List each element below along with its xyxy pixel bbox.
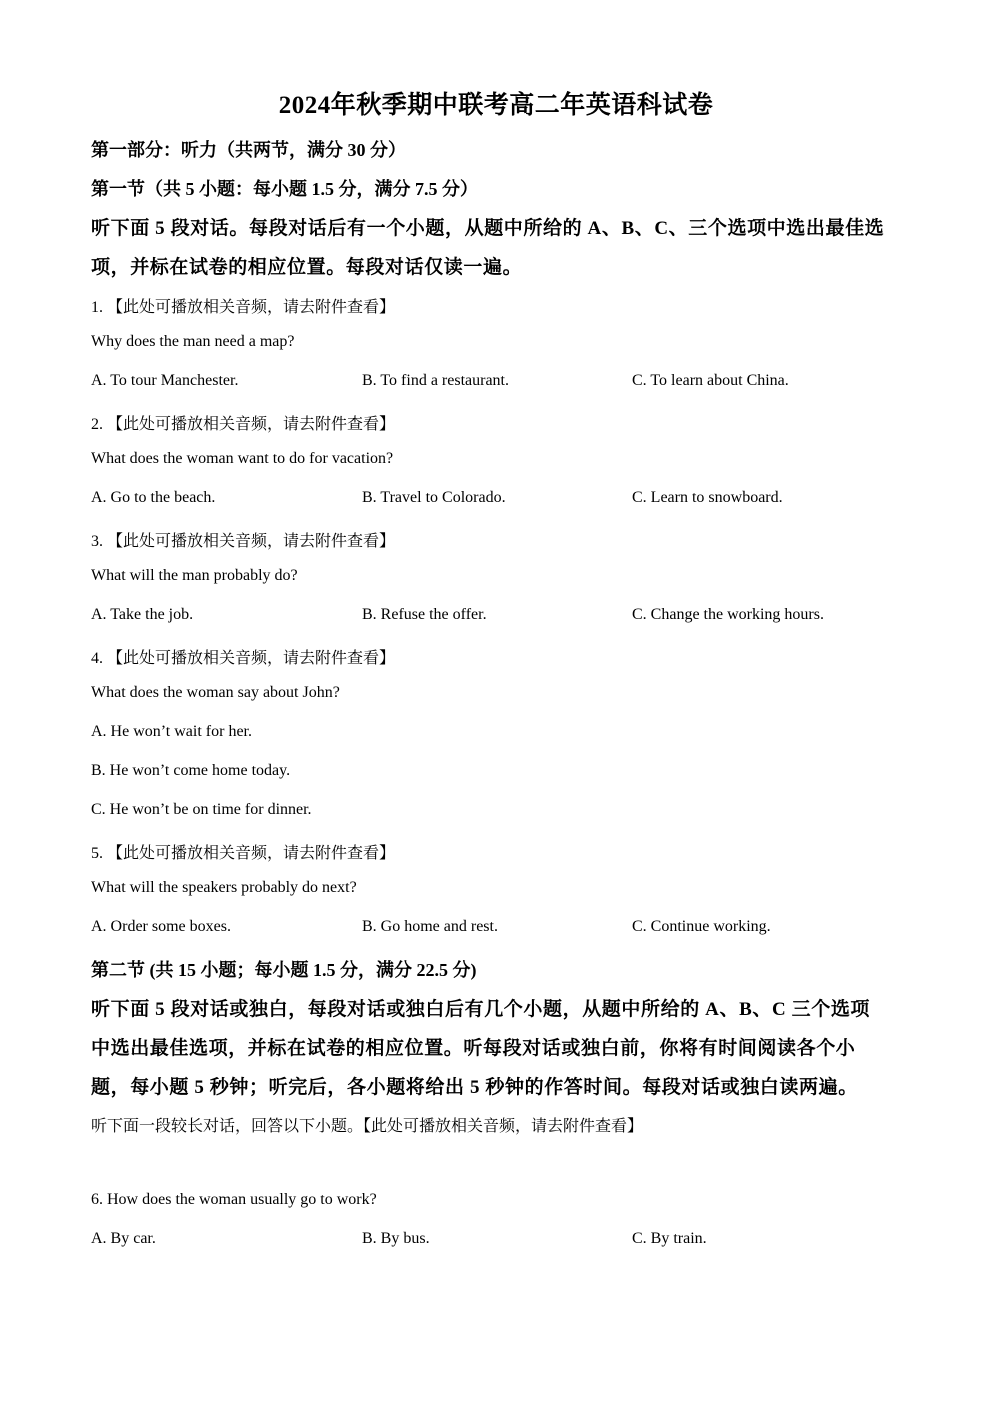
audio-note-q3: 3. 【此处可播放相关音频，请去附件查看】 [91, 533, 396, 550]
option-a-q6: A. By car. [91, 1230, 156, 1247]
option-a-q5: A. Order some boxes. [91, 918, 231, 935]
section1-instruction-line1: 听下面 5 段对话。每段对话后有一个小题，从题中所给的 A、B、C、三个选项中选出最佳选 [91, 218, 885, 239]
section2-instruction-line2: 中选出最佳选项，并标在试卷的相应位置。听每段对话或独白前，你将有时间阅读各个小 [91, 1038, 856, 1059]
question-stem-q6: 6. How does the woman usually go to work? [91, 1191, 377, 1208]
option-c-q1: C. To learn about China. [632, 372, 789, 389]
option-c-q3: C. Change the working hours. [632, 606, 824, 623]
option-a-q2: A. Go to the beach. [91, 489, 216, 506]
option-a-q3: A. Take the job. [91, 606, 194, 623]
section2-audio-note: 听下面一段较长对话，回答以下小题。【此处可播放相关音频，请去附件查看】 [91, 1118, 644, 1135]
option-c-q4: C. He won’t be on time for dinner. [91, 801, 312, 818]
option-b-q1: B. To find a restaurant. [362, 372, 509, 389]
audio-note-q2: 2. 【此处可播放相关音频，请去附件查看】 [91, 416, 396, 433]
audio-note-q4: 4. 【此处可播放相关音频，请去附件查看】 [91, 650, 396, 667]
question-stem-q3: What will the man probably do? [91, 567, 298, 584]
section2-instruction-line3: 题，每小题 5 秒钟；听完后，各小题将给出 5 秒钟的作答时间。每段对话或独白读两遍。 [91, 1077, 858, 1098]
option-b-q3: B. Refuse the offer. [362, 606, 487, 623]
option-b-q6: B. By bus. [362, 1230, 430, 1247]
option-c-q2: C. Learn to snowboard. [632, 489, 783, 506]
section2-heading: 第二节 (共 15 小题；每小题 1.5 分，满分 22.5 分) [91, 960, 477, 980]
option-a-q1: A. To tour Manchester. [91, 372, 239, 389]
exam-title: 2024年秋季期中联考高二年英语科试卷 [278, 92, 714, 119]
section1-instruction-line2: 项，并标在试卷的相应位置。每段对话仅读一遍。 [91, 257, 523, 278]
option-a-q4: A. He won’t wait for her. [91, 723, 252, 740]
question-stem-q1: Why does the man need a map? [91, 333, 295, 350]
part1-heading: 第一部分：听力（共两节，满分 30 分） [91, 140, 406, 160]
option-c-q6: C. By train. [632, 1230, 707, 1247]
option-b-q5: B. Go home and rest. [362, 918, 498, 935]
question-stem-q4: What does the woman say about John? [91, 684, 340, 701]
option-b-q4: B. He won’t come home today. [91, 762, 291, 779]
audio-note-q5: 5. 【此处可播放相关音频，请去附件查看】 [91, 845, 396, 862]
question-stem-q2: What does the woman want to do for vacation? [91, 450, 394, 467]
option-b-q2: B. Travel to Colorado. [362, 489, 506, 506]
option-c-q5: C. Continue working. [632, 918, 771, 935]
question-stem-q5: What will the speakers probably do next? [91, 879, 357, 896]
section1-heading: 第一节（共 5 小题：每小题 1.5 分，满分 7.5 分） [91, 179, 478, 199]
audio-note-q1: 1. 【此处可播放相关音频，请去附件查看】 [91, 299, 396, 316]
section2-instruction-line1: 听下面 5 段对话或独白，每段对话或独白后有几个小题，从题中所给的 A、B、C 三个选项 [91, 999, 871, 1020]
